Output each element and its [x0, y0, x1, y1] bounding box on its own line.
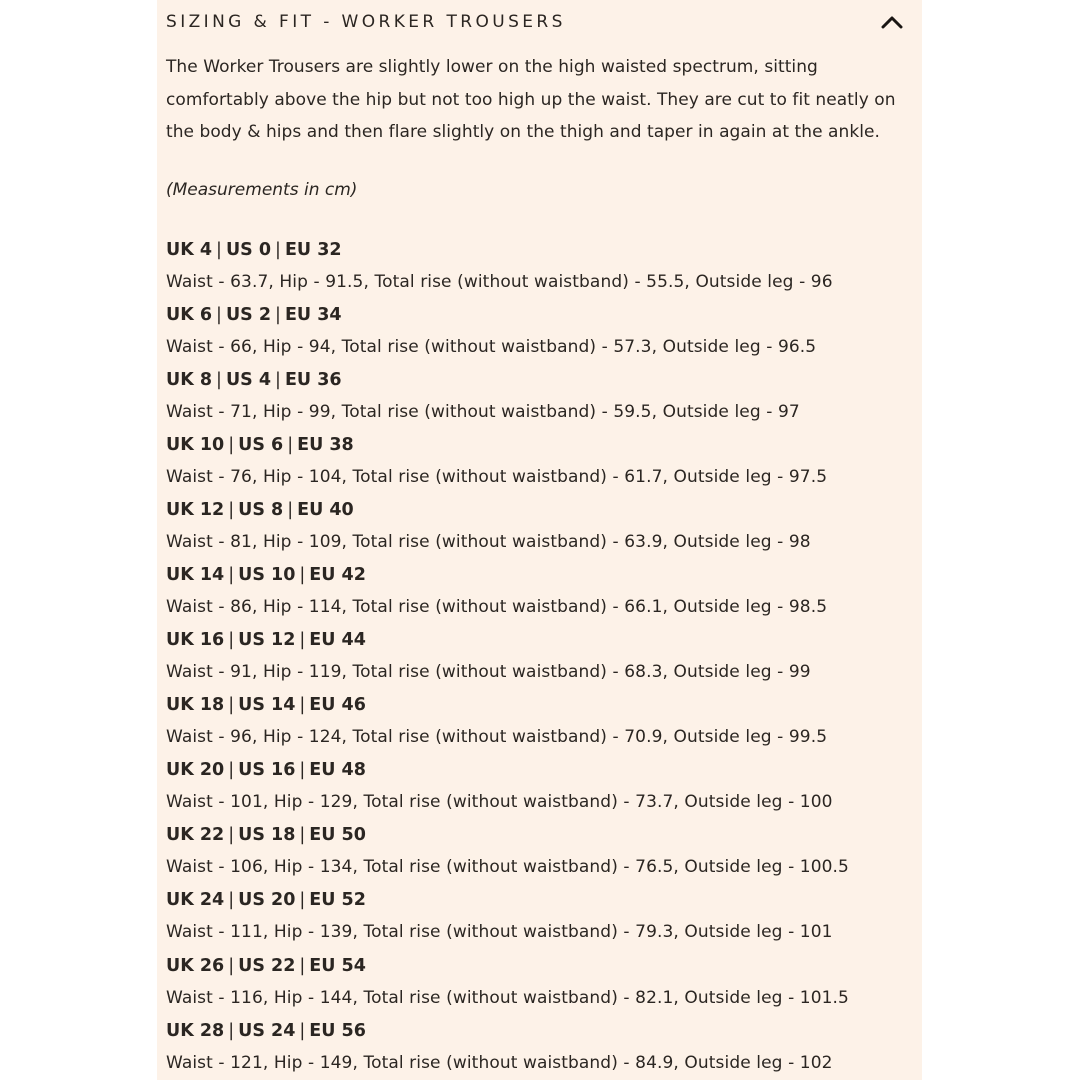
separator: | — [287, 499, 294, 520]
separator: | — [299, 564, 306, 585]
size-measurements: Waist - 111, Hip - 139, Total rise (without waistband) - 79.3, Outside leg - 101 — [166, 922, 833, 943]
size-row — [166, 754, 910, 819]
size-uk: UK 22 — [166, 825, 225, 846]
size-measurements: Waist - 116, Hip - 144, Total rise (without waistband) - 82.1, Outside leg - 101.5 — [166, 987, 849, 1008]
size-measurements: Waist - 96, Hip - 124, Total rise (without waistband) - 70.9, Outside leg - 99.5 — [166, 727, 828, 748]
size-us: US 24 — [238, 1020, 296, 1041]
size-row — [166, 819, 910, 884]
size-row — [166, 234, 910, 299]
separator: | — [228, 564, 235, 585]
size-us: US 10 — [238, 564, 296, 585]
size-uk: UK 8 — [166, 369, 213, 390]
separator: | — [275, 239, 281, 260]
separator: | — [299, 760, 306, 781]
separator: | — [216, 304, 222, 325]
size-label — [166, 559, 910, 591]
size-measurements: Waist - 71, Hip - 99, Total rise (without waistband) - 59.5, Outside leg - 97 — [166, 401, 800, 422]
size-label — [166, 950, 910, 982]
size-measurements: Waist - 81, Hip - 109, Total rise (without waistband) - 63.9, Outside leg - 98 — [166, 531, 811, 552]
separator: | — [228, 695, 235, 716]
size-label — [166, 754, 910, 786]
size-row — [166, 494, 910, 559]
size-uk: UK 16 — [166, 630, 225, 651]
separator: | — [228, 434, 235, 455]
size-us: US 22 — [238, 955, 296, 976]
size-uk: UK 14 — [166, 564, 225, 585]
size-measurements: Waist - 101, Hip - 129, Total rise (without waistband) - 73.7, Outside leg - 100 — [166, 792, 833, 813]
separator: | — [228, 499, 235, 520]
size-measurements: Waist - 106, Hip - 134, Total rise (without waistband) - 76.5, Outside leg - 100.5 — [166, 857, 849, 878]
size-us: US 12 — [238, 630, 296, 651]
size-uk: UK 12 — [166, 499, 225, 520]
separator: | — [228, 630, 235, 651]
separator: | — [275, 369, 281, 390]
chevron-up-icon[interactable] — [876, 8, 908, 36]
size-uk: UK 26 — [166, 955, 225, 976]
separator: | — [299, 825, 306, 846]
separator: | — [216, 239, 222, 260]
size-label — [166, 429, 910, 461]
size-eu: EU 34 — [284, 304, 342, 325]
separator: | — [228, 760, 235, 781]
size-label — [166, 624, 910, 656]
size-row — [166, 884, 910, 949]
separator: | — [228, 955, 235, 976]
size-label — [166, 884, 910, 916]
size-measurements: Waist - 91, Hip - 119, Total rise (without waistband) - 68.3, Outside leg - 99 — [166, 662, 811, 683]
accordion-header[interactable] — [166, 0, 910, 44]
size-eu: EU 36 — [284, 369, 342, 390]
size-eu: EU 52 — [309, 890, 366, 911]
size-measurements: Waist - 63.7, Hip - 91.5, Total rise (without waistband) - 55.5, Outside leg - 96 — [166, 271, 833, 292]
size-us: US 2 — [225, 304, 272, 325]
size-row — [166, 689, 910, 754]
size-label — [166, 234, 910, 266]
size-uk: UK 28 — [166, 1020, 225, 1041]
size-us: US 20 — [238, 890, 296, 911]
size-label — [166, 689, 910, 721]
separator: | — [299, 695, 306, 716]
size-eu: EU 54 — [309, 955, 366, 976]
size-uk: UK 18 — [166, 695, 225, 716]
size-eu: EU 46 — [309, 695, 366, 716]
size-label — [166, 1015, 910, 1047]
separator: | — [228, 890, 235, 911]
size-label — [166, 819, 910, 851]
size-us: US 0 — [225, 239, 272, 260]
intro-paragraph: The Worker Trousers are slightly lower on the high waisted spectrum, sitting comfortably above the hip but not too high up the waist. They are cut to fit neatly on the body & hips and then flare slightly on the thigh and taper in again at the ankle. — [166, 57, 896, 142]
size-us: US 8 — [238, 499, 284, 520]
size-eu: EU 44 — [309, 630, 366, 651]
separator: | — [299, 890, 306, 911]
separator: | — [275, 304, 281, 325]
size-measurements: Waist - 86, Hip - 114, Total rise (without waistband) - 66.1, Outside leg - 98.5 — [166, 596, 828, 617]
separator: | — [228, 1020, 235, 1041]
size-measurements: Waist - 121, Hip - 149, Total rise (without waistband) - 84.9, Outside leg - 102 — [166, 1052, 833, 1073]
size-row — [166, 429, 910, 494]
section-title: SIZING & FIT - WORKER TROUSERS — [166, 12, 566, 32]
size-us: US 6 — [238, 434, 284, 455]
size-us: US 18 — [238, 825, 296, 846]
size-us: US 14 — [238, 695, 296, 716]
size-label — [166, 364, 910, 396]
size-list — [166, 234, 910, 1080]
size-row — [166, 950, 910, 1015]
size-eu: EU 56 — [309, 1020, 366, 1041]
size-eu: EU 48 — [309, 760, 366, 781]
units-note: (Measurements in cm) — [166, 179, 358, 200]
size-eu: EU 50 — [309, 825, 366, 846]
size-eu: EU 38 — [297, 434, 354, 455]
size-uk: UK 20 — [166, 760, 225, 781]
size-uk: UK 10 — [166, 434, 225, 455]
size-uk: UK 4 — [166, 239, 213, 260]
separator: | — [216, 369, 222, 390]
size-uk: UK 6 — [166, 304, 213, 325]
separator: | — [287, 434, 294, 455]
size-us: US 16 — [238, 760, 296, 781]
size-eu: EU 32 — [284, 239, 342, 260]
size-row — [166, 624, 910, 689]
separator: | — [299, 955, 306, 976]
size-eu: EU 40 — [297, 499, 354, 520]
size-row — [166, 559, 910, 624]
sizing-fit-panel — [157, 0, 922, 1080]
size-label — [166, 299, 910, 331]
separator: | — [228, 825, 235, 846]
separator: | — [299, 630, 306, 651]
size-row — [166, 1015, 910, 1080]
size-us: US 4 — [225, 369, 272, 390]
size-label — [166, 494, 910, 526]
size-row — [166, 364, 910, 429]
size-row — [166, 299, 910, 364]
size-measurements: Waist - 76, Hip - 104, Total rise (without waistband) - 61.7, Outside leg - 97.5 — [166, 466, 828, 487]
size-eu: EU 42 — [309, 564, 366, 585]
separator: | — [299, 1020, 306, 1041]
size-uk: UK 24 — [166, 890, 225, 911]
size-measurements: Waist - 66, Hip - 94, Total rise (without waistband) - 57.3, Outside leg - 96.5 — [166, 336, 817, 357]
